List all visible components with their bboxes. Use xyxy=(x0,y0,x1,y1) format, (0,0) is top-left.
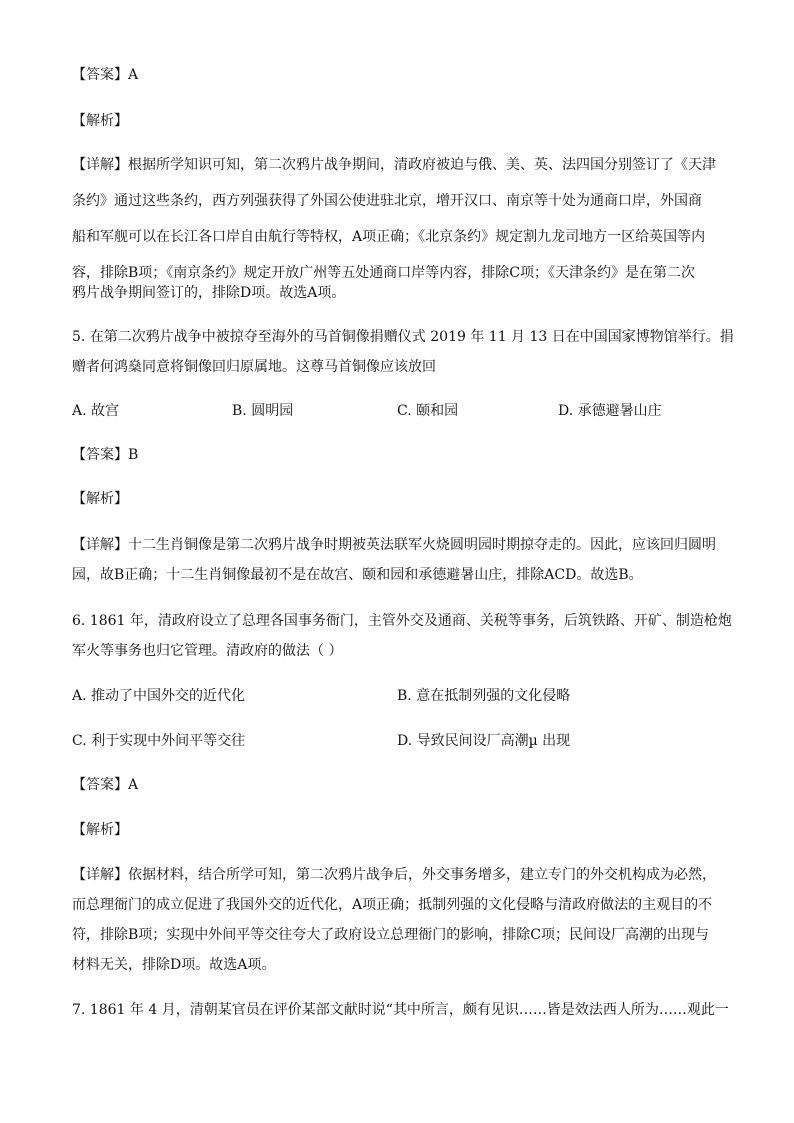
q6-option-a: A. 推动了中国外交的近代化 xyxy=(72,688,246,704)
detail-paragraph-line: 条约》通过这些条约，西方列强获得了外国公使进驻北京，增开汉口、南京等十处为通商口岸，外国商 xyxy=(72,193,702,209)
detail-paragraph-line: 符，排除B项；实现中外间平等交往夸大了政府设立总理衙门的影响，排除C项；民间设厂高潮的出现与 xyxy=(72,927,709,943)
analysis-label: 【解析】 xyxy=(72,113,128,129)
detail-paragraph-line: 【详解】根据所学知识可知，第二次鸦片战争期间，清政府被迫与俄、美、英、法四国分别签订了《天津 xyxy=(72,157,716,173)
q5-option-a: A. 故宫 xyxy=(72,403,120,419)
detail-paragraph-line: 鸦片战争期间签订的，排除D项。故选A项。 xyxy=(72,285,346,301)
detail-paragraph-line: 【详解】十二生肖铜像是第二次鸦片战争时期被英法联军火烧圆明园时期掠夺走的。因此，应该回归圆明 xyxy=(72,537,716,553)
answer-label: 【答案】A xyxy=(72,67,139,83)
q5-option-c: C. 颐和园 xyxy=(397,403,459,419)
q5-option-b: B. 圆明园 xyxy=(232,403,294,419)
analysis-label: 【解析】 xyxy=(72,822,128,838)
detail-paragraph-line: 而总理衙门的成立促进了我国外交的近代化，A项正确；抵制列强的文化侵略与清政府做法的主观目的不 xyxy=(72,897,713,913)
detail-paragraph-line: 材料无关，排除D项。故选A项。 xyxy=(72,957,276,973)
question-6-stem: 军火等事务也归它管理。清政府的做法（ ） xyxy=(72,643,343,659)
q6-option-d: D. 导致民间设厂高潮µ 出现 xyxy=(397,733,571,749)
detail-paragraph-line: 【详解】依据材料，结合所学可知，第二次鸦片战争后，外交事务增多，建立专门的外交机构成为必然， xyxy=(72,867,716,883)
q6-option-b: B. 意在抵制列强的文化侵略 xyxy=(397,688,571,704)
analysis-label: 【解析】 xyxy=(72,491,128,507)
q6-option-c: C. 利于实现中外间平等交往 xyxy=(72,733,246,749)
question-6-stem: 6. 1861 年，清政府设立了总理各国事务衙门，主管外交及通商、关税等事务，后筑铁路、开矿、制造枪炮 xyxy=(72,613,732,629)
detail-paragraph-line: 船和军舰可以在长江各口岸自由航行等特权，A项正确；《北京条约》规定割九龙司地方一区给英国等内 xyxy=(72,229,706,245)
q5-option-d: D. 承德避暑山庄 xyxy=(558,403,662,419)
detail-paragraph-line: 容，排除B项；《南京条约》规定开放广州等五处通商口岸等内容，排除C项；《天津条约》是在第二次 xyxy=(72,265,695,281)
question-7-stem: 7. 1861 年 4 月，清朝某官员在评价某部文献时说“其中所言，颇有见识……皆是效法西人所为……观此一 xyxy=(72,1002,729,1018)
question-5-stem: 赠者何鸿燊同意将铜像回归原属地。这尊马首铜像应该放回 xyxy=(72,359,436,375)
answer-label: 【答案】A xyxy=(72,777,139,793)
answer-label: 【答案】B xyxy=(72,447,139,463)
detail-paragraph-line: 园，故B正确；十二生肖铜像最初不是在故宫、颐和园和承德避暑山庄，排除ACD。故选B。 xyxy=(72,567,643,583)
question-5-stem: 5. 在第二次鸦片战争中被掠夺至海外的马首铜像捐赠仪式 2019 年 11 月 13 日在中国国家博物馆举行。捐 xyxy=(72,329,734,345)
